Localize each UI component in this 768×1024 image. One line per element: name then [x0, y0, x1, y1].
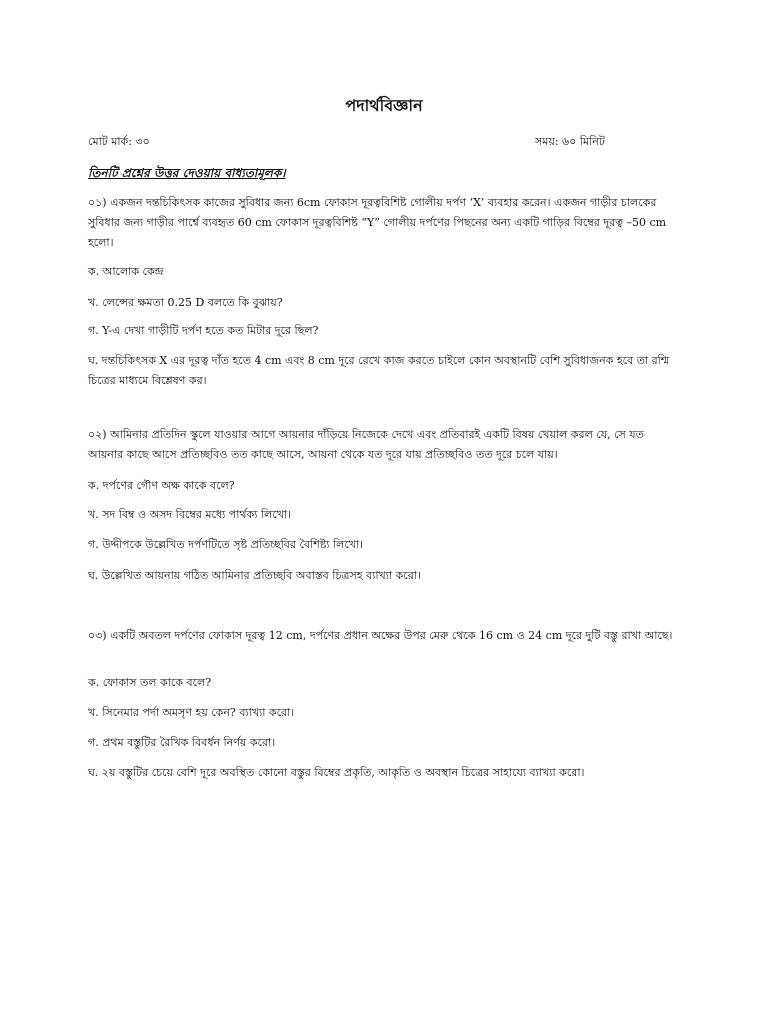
instruction-text: তিনটি প্রশ্নের উত্তর দেওয়ায় বাধ্যতামূলক। — [88, 166, 286, 180]
question-3-part-kha: খ. সিনেমার পর্দা অমসৃণ হয় কেন? ব্যাখ্যা করো। — [88, 706, 295, 719]
question-3-part-ga: গ. প্রথম বস্তুটির রৈখিক বিবর্ধন নির্ণয় করো। — [88, 736, 276, 749]
document-title: পদার্থবিজ্ঞান — [345, 96, 423, 115]
question-1-stem: ০১) একজন দন্তচিকিৎসক কাজের সুবিধার জন্য 6cm ফোকাস দূরত্ববিশিষ্ট গোলীয় দর্পণ ‘X’ ব্যবহার করেন। একজন গাড়ীর চালকের সুবিধার জন্য গাড়ীর পার্শ্বে ব্যবহৃত 60 cm ফোকাস দূরত্ববিশিষ্ট “Y” গোলীয় দর্পণের পিছনের অন্য একটি গাড়ির বিম্বের দূরত্ব –50 cm হলো। — [88, 196, 667, 249]
question-3-part-ka: ক. ফোকাস তল কাকে বলে? — [88, 676, 212, 689]
question-2-part-ga: গ. উদ্দীপকে উল্লেখিত দর্পণটিতে সৃষ্ট প্রতিচ্ছবির বৈশিষ্ট্য লিখো। — [88, 538, 364, 551]
question-2-stem: ০২) আমিনার প্রতিদিন স্কুলে যাওয়ার আগে আয়নার দাঁড়িয়ে নিজেকে দেখে এবং প্রতিবারই একটি বিষয় খেয়াল করল যে, সে যত আয়নার কাছে আসে প্রতিচ্ছবিও তত কাছে আসে, আয়না থেকে যত দূরে যায় প্রতিচ্ছবিও তত দূরে চলে যায়। — [88, 428, 644, 461]
question-3-part-gha: ঘ. ২য় বস্তুটির চেয়ে বেশি দূরে অবস্থিত কোনো বস্তুর বিম্বের প্রকৃতি, আকৃতি ও অবস্থান চিত্রের সাহায্যে ব্যাখ্যা করো। — [88, 766, 585, 779]
question-1-part-kha: খ. লেন্সের ক্ষমতা 0.25 D বলতে কি বুঝায়? — [88, 296, 283, 309]
total-marks: মোট মার্ক: ৩০ — [88, 135, 150, 148]
question-1-part-ka: ক. আলোক কেন্দ্র — [88, 265, 164, 278]
exam-time: সময়: ৬০ মিনিট — [535, 135, 605, 148]
question-2-part-gha: ঘ. উল্লেখিত আয়নায় গঠিত আমিনার প্রতিচ্ছবি অবাস্তব চিত্রসহ ব্যাখ্যা করো। — [88, 569, 421, 582]
question-3-stem: ০৩) একটি অবতল দর্পণের ফোকাস দূরত্ব 12 cm, দর্পণের প্রধান অক্ষের উপর মেরু থেকে 16 cm ও 24 cm দূরে দুটি বস্তু রাখা আছে। — [88, 629, 673, 642]
question-1-part-ga: গ. Y-এ দেখা গাড়ীটি দর্পণ হতে কত মিটার দূরে ছিল? — [88, 324, 319, 337]
question-2-part-ka: ক. দর্পণের গৌণ অক্ষ কাকে বলে? — [88, 479, 235, 492]
question-1-part-gha: ঘ. দন্তচিকিৎসক X এর দূরত্ব দাঁত হতে 4 cm এবং 8 cm দূরে রেখে কাজ করতে চাইলে কোন অবস্থানটি বেশি সুবিধাজনক হবে তা রশ্মি চিত্রের মাধ্যমে বিশ্লেষণ কর। — [88, 354, 670, 387]
question-2-part-kha: খ. সদ বিম্ব ও অসদ বিম্বের মধ্যে পার্থক্য লিখো। — [88, 508, 292, 521]
